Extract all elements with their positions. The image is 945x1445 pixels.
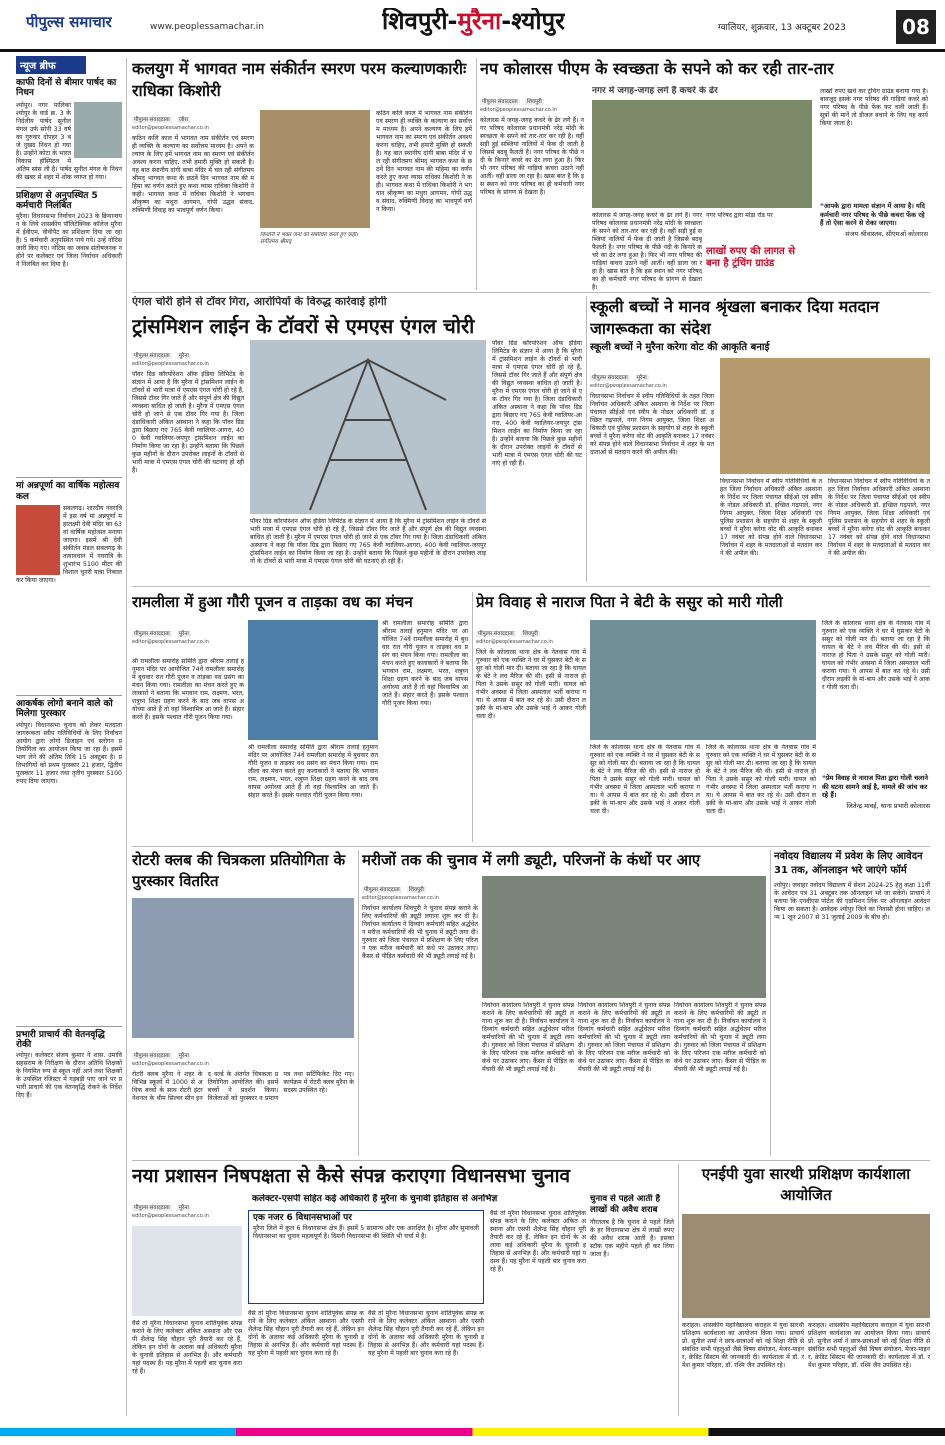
story-transmission bbox=[132, 296, 582, 582]
tower-photo bbox=[250, 340, 486, 514]
hospital-photo bbox=[590, 620, 816, 740]
s6-place: शिवपुरी bbox=[522, 631, 538, 637]
s8-headline: मरीजों तक की चुनाव में लगी ड्यूटी, परिजनों के कंधों पर आए bbox=[362, 851, 701, 869]
brief-label: न्यूज ब्रीफ bbox=[16, 56, 86, 74]
s2-body: कोलारस में जगह-जगह कचरे के ढेर लगे हैं। नगर परिषद कोलारस प्रधानमंत्री नरेंद्र मोदी के स्वच्छता के सपने को तार-तार कर रही है। वहीं सड़ी हुई सब्जियां नालियों में फेंक दी जाती है जिससे बदबू फैलती है। नगर परिषद के पीछे नदी के किनारे कचरे का ढेर लगा हुआ है। फिर भी नगर परिषद की गाड़ियां कचरा उठाने नहीं आतीं। वहीं डाला जा रहा है। खास बात है कि इस स्थान को नगर परिषद का ही कर्मचारी नगर परिषद के प्रांगण से देखता है। bbox=[480, 117, 584, 196]
story-rotary bbox=[132, 850, 354, 1156]
s6-quote-by: जितेन्द्र मावई, थाना प्रभारी कोलारस bbox=[846, 801, 930, 810]
quote-icon: ❝ bbox=[822, 774, 826, 782]
s4-body: विधानसभा निर्वाचन में स्वीप गतिविधियों के तहत जिला निर्वाचन अधिकारी अंकित अस्थाना के निर्देश पर जिला पंचायत सीईओ एवं स्वीप के नोडल अधिकारी डॉ. इच्छित गढ़पाले, नगर निगम आयुक्त, जिला शिक्षा अधिकारी एवं पुलिस प्रशासन के सहयोग से शहर के स्कूली बच्चों ने मुरैना करेगा वोट की आकृति बनाकर 17 नवंबर को संपन्न होने वाले विधानसभा निर्वाचन में शहर के मतदाताओं से मतदान करने की अपील की। bbox=[590, 393, 714, 456]
s2-subhead: नगर में जगह-जगह लगे हैं कचरे के ढेर bbox=[592, 86, 718, 96]
s4-email[interactable]: editor@peoplessamachar.co.in bbox=[590, 383, 667, 389]
brief-h5: प्रभारी प्राचार्य की वेतनवृद्धि रोकी bbox=[16, 1026, 122, 1051]
s8-email[interactable]: editor@peoplessamachar.co.in bbox=[362, 895, 439, 901]
s7-body: रोटरी क्लब मुरैना ने शहर के विभिन्न स्कूलों में 1000 से अधिक बच्चों के साथ रोटरी इंटरनेशनल के थीम सिल्वर सीन इन द वर्ल्ड के अंतर्गत चित्रकला प्रतियोगिता आयोजित की। इसमें बच्चों ने प्रदर्शन किया। विजेताओं को पुरस्कार व प्रमाण पत्र तथा सर्टिफिकेट दिए गए। कार्यक्रम में रोटरी क्लब मुरैना के सदस्य उपस्थित रहे। bbox=[132, 1071, 354, 1102]
patient-photo bbox=[482, 876, 766, 998]
s10-body: वैसे तो मुरैना विधानसभा चुनाव शांतिपूर्वक संपन्न कराने के लिए कलेक्टर अंकित अस्थाना और एसपी शैलेन्द्र सिंह चौहान पूरी तैयारी कर रहे हैं, लेकिन इन दोनों के अलावा कई अधिकारी मुरैना के चुनावी इतिहास से अनभिज्ञ हैं। और कर्मचारी यहां पदस्थ हैं। यह मुरैना में पहली बार चुनाव करा रहे हैं। bbox=[132, 1320, 242, 1375]
s10-side-body: गौरतलब है कि चुनाव से पहले जिले के हर विधानसभा क्षेत्र में लाखों रुपए की अवैध शराब आती है। इसका स्टॉक एक महीने पहले ही कर लिया जाता है। bbox=[590, 1219, 674, 1258]
s6-email[interactable]: editor@peoplessamachar.co.in bbox=[476, 639, 553, 645]
site-url[interactable]: www.peoplessamachar.in bbox=[150, 22, 264, 32]
s6-quote bbox=[822, 774, 930, 810]
masthead bbox=[0, 0, 945, 52]
s4-body-b: विधानसभा निर्वाचन में स्वीप गतिविधियों के तहत जिला निर्वाचन अधिकारी अंकित अस्थाना के निर्देश पर जिला पंचायत सीईओ एवं स्वीप के नोडल अधिकारी डॉ. इच्छित गढ़पाले, नगर निगम आयुक्त, जिला शिक्षा अधिकारी एवं पुलिस प्रशासन के सहयोग से शहर के स्कूली बच्चों ने मुरैना करेगा वोट की आकृति बनाकर 17 नवंबर को संपन्न होने वाले विधानसभा निर्वाचन में शहर के मतदाताओं से मतदान करने की अपील की। bbox=[720, 478, 822, 557]
s10-box-body: मुरैना जिले में कुल 6 विधानसभा क्षेत्र हैं। इसमें 5 सामान्य और एक आरक्षित है। मुरैना और सुमावली विधानसभा का चुनाव महत्वपूर्ण है। दिमनी विधानसभा की स्थिति भी चर्चा में है। bbox=[253, 1225, 479, 1241]
brief-h4: आकर्षक लोगो बनाने वाले को मिलेगा पुरस्कार bbox=[16, 695, 122, 720]
students-photo bbox=[720, 358, 930, 474]
s4-byline: पीपुल्स संवाददाता bbox=[592, 375, 628, 381]
s11-body: कराहल। शासकीय महाविद्यालय कराहल में युवा सारथी प्रशिक्षण कार्यशाला का आयोजन किया गया। प्राचार्य प्रो. सुनील शर्मा ने छात्र-छात्राओं को नई शिक्षा नीति से संबंधित सभी पहलुओं जैसे विषय संयोजन, मेजर-माइनर, क्रेडिट सिस्टम की जानकारी दी। कार्यशाला में डॉ. रमेश कुमार परिहार, डॉ. रश्मि जैन उपस्थित रहे। bbox=[682, 1322, 804, 1369]
evm-photo bbox=[132, 1226, 242, 1316]
s10-subhead: कलेक्टर-एसपी सहित कई अधिकारी हैं मुरैना के चुनावी इतिहास से अनभिज्ञ bbox=[252, 1194, 498, 1204]
s1-place: जौरा bbox=[178, 117, 188, 123]
title-part-1: शिवपुरी- bbox=[382, 8, 458, 35]
s4-headline: स्कूली बच्चों ने मानव श्रृंखला बनाकर दिया मतदान जागरूकता का संदेश bbox=[590, 297, 880, 338]
s10-fact-box bbox=[248, 1210, 484, 1304]
s3-body-b: पॉवर ग्रिड कॉरपोरेशन ऑफ इंडिया लिमिटेड के संज्ञान में आया है कि मुरैना में ट्रांसमिशन लाईन के टॉवरों से भारी मात्रा में एमएस एंगल चोरी हो रहे हैं, जिससे टॉवर गिर जाते हैं और संपूर्ण क्षेत्र की विद्युत व्यवस्था बाधित हो जाती है। मुरैना में एमएस एंगल चोरी हो जाने से एक टॉवर गिर गया है। जिला दंडाधिकारी अंकित अस्थाना ने कहा कि पॉवर ग्रिड द्वारा बिछाए गए 765 केवी ग्वालियर-आगरा, 400 केवी ग्वालियर-जयपुर ट्रांसमिशन लाईन का निर्माण किया जा रहा है। उन्होंने बताया कि पिछले कुछ महीनों के दौरान उपरोक्त लाइनों के टॉवरों से भारी मात्रा में एमएस एंगल चोरी की घटनाएं हो रही हैं। bbox=[250, 518, 486, 565]
s3-email[interactable]: editor@peoplessamachar.co.in bbox=[132, 361, 209, 367]
councillor-photo bbox=[74, 102, 122, 158]
s2-place: शिवपुरी bbox=[526, 99, 542, 105]
s2-headline: नप कोलारस पीएम के स्वच्छता के सपने को कर रही तार-तार bbox=[480, 59, 834, 78]
s9-headline: नवोदय विद्यालय में प्रवेश के लिए आवेदन 31 तक, ऑनलाइन भरे जाएंगे फॉर्म bbox=[774, 851, 923, 876]
s8-body: निर्वाचन कार्यालय शिवपुरी ने चुनाव संपन्न कराने के लिए कर्मचारियों की ड्यूटी लगाना शुरू कर दी है। निर्वाचन कार्यालय ने दिव्यांग कर्मचारी सहित अर्द्धचेतन मरीज कर्मचारियों की भी चुनाव में ड्यूटी लगा दी। गुरुवार को जिला पंचायत में प्रशिक्षण के लिए परिजन एक मरीज कर्मचारी को कंधे पर उठाकर लाए। कैंसर से पीड़ित कर्मचारी की भी ड्यूटी लगाई गई है। bbox=[362, 905, 478, 960]
s7-email[interactable]: editor@peoplessamachar.co.in bbox=[132, 1061, 209, 1067]
tower-icon bbox=[250, 340, 486, 514]
brief-b3: सबलगढ़। शारदीय नवरात्रि में इस वर्ष मां अन्नपूर्णा महालक्ष्मी देवी मंदिर का 63वां वार्षिक महोत्सव मनाया जाएगा। इसमें श्री देवी संकीर्तन मंडल सबलगढ़ के तत्वावधान में नवरात्रि के शुभारंभ 5100 मीटर की विशाल चुनरी यात्रा निकालकर किया जाएगा। bbox=[16, 505, 122, 585]
kathavachak-photo bbox=[260, 110, 370, 228]
ramlila-photo bbox=[248, 620, 378, 740]
s11-body-b: कराहल। शासकीय महाविद्यालय कराहल में युवा सारथी प्रशिक्षण कार्यशाला का आयोजन किया गया। प्राचार्य प्रो. सुनील शर्मा ने छात्र-छात्राओं को नई शिक्षा नीति से संबंधित सभी पहलुओं जैसे विषय संयोजन, मेजर-माइनर, क्रेडिट सिस्टम की जानकारी दी। कार्यशाला में डॉ. रमेश कुमार परिहार, डॉ. रश्मि जैन उपस्थित रहे। bbox=[808, 1322, 930, 1369]
story-nep bbox=[682, 1164, 930, 1416]
s2-quote bbox=[820, 202, 928, 238]
s10-body-b: वैसे तो मुरैना विधानसभा चुनाव शांतिपूर्वक संपन्न कराने के लिए कलेक्टर अंकित अस्थाना और एसपी शैलेन्द्र सिंह चौहान पूरी तैयारी कर रहे हैं, लेकिन इन दोनों के अलावा कई अधिकारी मुरैना के चुनावी इतिहास से अनभिज्ञ हैं। और कर्मचारी यहां पदस्थ हैं। यह मुरैना में पहली बार चुनाव करा रहे हैं। bbox=[248, 1310, 364, 1357]
s10-box-title: एक नजर 6 विधानसभाओं पर bbox=[253, 1213, 352, 1223]
s6-body-d: जिले के कोलारस थाना क्षेत्र के नेतवास गांव में गुरुवार को एक व्यक्ति ने घर में घुसकर बेटी के ससुर को गोली मार दी। बताया जा रहा है कि घायल के बेटे ने लव मैरिज की थी। इसी से नाराज हो पिता ने उसके ससुर को गोली मारी। घायल को गंभीर अवस्था में जिला अस्पताल भर्ती कराया गया। ये आपस में बात कर रहे थे। उसी दौरान लड़की के मां-बाप और उसके भाई ने आकर गोली चला दी। bbox=[822, 620, 930, 691]
s3-body: पॉवर ग्रिड कॉरपोरेशन ऑफ इंडिया लिमिटेड के संज्ञान में आया है कि मुरैना में ट्रांसमिशन लाईन के टॉवरों से भारी मात्रा में एमएस एंगल चोरी हो रहे हैं, जिससे टॉवर गिर जाते हैं और संपूर्ण क्षेत्र की विद्युत व्यवस्था बाधित हो जाती है। मुरैना में एमएस एंगल चोरी हो जाने से एक टॉवर गिर गया है। जिला दंडाधिकारी अंकित अस्थाना ने कहा कि पॉवर ग्रिड द्वारा बिछाए गए 765 केवी ग्वालियर-आगरा, 400 केवी ग्वालियर-जयपुर ट्रांसमिशन लाईन का निर्माण किया जा रहा है। उन्होंने बताया कि पिछले कुछ महीनों के दौरान उपरोक्त लाइनों के टॉवरों से भारी मात्रा में एमएस एंगल चोरी की घटनाएं हो रही हैं। bbox=[132, 371, 244, 474]
section-title bbox=[382, 8, 565, 36]
s2-quote-by: संजय श्रीवास्तव, सीएमओ कोलारस bbox=[845, 229, 928, 238]
story-navodaya bbox=[774, 850, 930, 1156]
story-human-chain bbox=[590, 296, 930, 582]
s6-body-c: जिले के कोलारस थाना क्षेत्र के नेतवास गांव में गुरुवार को एक व्यक्ति ने घर में घुसकर बेटी के ससुर को गोली मार दी। बताया जा रहा है कि घायल के बेटे ने लव मैरिज की थी। इसी से नाराज हो पिता ने उसके ससुर को गोली मारी। घायल को गंभीर अवस्था में जिला अस्पताल भर्ती कराया गया। ये आपस में बात कर रहे थे। उसी दौरान लड़की के मां-बाप और उसके भाई ने आकर गोली चला दी। bbox=[706, 744, 816, 815]
s8-body-d: निर्वाचन कार्यालय शिवपुरी ने चुनाव संपन्न कराने के लिए कर्मचारियों की ड्यूटी लगाना शुरू कर दी है। निर्वाचन कार्यालय ने दिव्यांग कर्मचारी सहित अर्द्धचेतन मरीज कर्मचारियों की भी चुनाव में ड्यूटी लगा दी। गुरुवार को जिला पंचायत में प्रशिक्षण के लिए परिजन एक मरीज कर्मचारी को कंधे पर उठाकर लाए। कैंसर से पीड़ित कर्मचारी की भी ड्यूटी लगाई गई है। bbox=[674, 1002, 766, 1073]
s10-sidebar bbox=[590, 1194, 674, 1414]
s8-byline: पीपुल्स संवाददाता bbox=[364, 887, 400, 893]
brief-b5: श्योपुर। कलेक्टर संजय कुमार ने शास. उमावि सहसराम के निरीक्षण के दौरान अतिथि शिक्षकों के नियमित रूप से स्कूल नहीं आने तथा शिक्षकों के उपस्थित रजिस्टर में गड़बड़ी पाए जाने पर प्रभारी प्राचार्य की एक वेतनवृद्धि रोकने के निर्देश दिए हैं। bbox=[16, 1052, 122, 1100]
story-kolaras bbox=[480, 58, 930, 298]
s2-subhead-2: लाखों रुपए की लागत से बना है ट्रंचिंग ग्राउंड bbox=[706, 246, 795, 269]
story-patient-duty bbox=[362, 850, 766, 1156]
dateline: ग्वालियर, शुक्रवार, 13 अक्टूबर 2023 bbox=[718, 23, 846, 33]
s5-byline: पीपुल्स संवाददाता bbox=[134, 631, 170, 637]
s1-byline: पीपुल्स संवाददाता bbox=[134, 117, 170, 123]
s6-body: जिले के कोलारस थाना क्षेत्र के नेतवास गांव में गुरुवार को एक व्यक्ति ने घर में घुसकर बेटी के ससुर को गोली मार दी। बताया जा रहा है कि घायल के बेटे ने लव मैरिज की थी। इसी से नाराज हो पिता ने उसके ससुर को गोली मारी। घायल को गंभीर अवस्था में जिला अस्पताल भर्ती कराया गया। ये आपस में बात कर रहे थे। उसी दौरान लड़की के मां-बाप और उसके भाई ने आकर गोली चला दी। bbox=[476, 649, 586, 720]
s3-place: मुरैना bbox=[178, 353, 189, 359]
page-number: 08 bbox=[896, 10, 936, 44]
s3-byline: पीपुल्स संवाददाता bbox=[134, 353, 170, 359]
news-brief-column bbox=[16, 56, 122, 1416]
s1-email[interactable]: editor@peoplessamachar.co.in bbox=[132, 125, 209, 131]
s10-email[interactable]: editor@peoplessamachar.co.in bbox=[132, 1213, 209, 1219]
s2-body-2: लाखों रुपए खर्च कर ट्रंचिंग ग्राउंड बनाया गया है। बावजूद इसके नगर परिषद की गाड़ियां कचरे को नगर परिषद के पीछे फेंक कर चली जाती हैं। सूत्रों की मानें तो डीजल बचाने के लिए यह कार्य किया जाता है। bbox=[820, 88, 928, 127]
s5-headline: रामलीला में हुआ गौरी पूजन व ताड़का वध का मंचन bbox=[132, 593, 413, 611]
s10-headline: नया प्रशासन निषपक्षता से कैसे संपन्न कराएगा विधानसभा चुनाव bbox=[132, 1165, 571, 1187]
s5-email[interactable]: editor@peoplessamachar.co.in bbox=[132, 639, 209, 645]
title-part-3: -श्योपुर bbox=[501, 8, 565, 35]
story-ramlila bbox=[132, 592, 468, 842]
brief-h1: काफी दिनों से बीमार पार्षद का निधन bbox=[16, 78, 117, 99]
s1-body: कठिन कलि काल में भागवत नाम संकीर्तन एवं स्मरण ही व्यक्ति के कल्याण का सर्वोत्तम माध्यम है। अपने कल्याण के लिए हमें भागवत नाम का स्मरण एवं संकीर्तन अवश्य करना चाहिए, तभी हमारी मुक्ति हो सकती है। यह बात स्थानीय दांगी बाबा मंदिर में चल रही संगीतमय श्रीमद् भागवत कथा के छठवें दिन भागवत नाम की महिमा का वर्णन करते हुए कथा व्यास राधिका किशोरी ने कही। भागवत कथा में राधिका किशोरी ने भगवान श्रीकृष्ण का मथुरा आगमन, गोपी उद्धव संवाद, रुक्मिणी विवाह का भावपूर्ण वर्णन किया। bbox=[132, 135, 254, 214]
s1-caption: किशोरी ने भक्त जनों को संबोधित करते हुए कही। संगीतमय श्रीमद् bbox=[260, 232, 359, 245]
s4-place: मुरैना bbox=[636, 375, 647, 381]
s10-body-d: वैसे तो मुरैना विधानसभा चुनाव शांतिपूर्वक संपन्न कराने के लिए कलेक्टर अंकित अस्थाना और एसपी शैलेन्द्र सिंह चौहान पूरी तैयारी कर रहे हैं, लेकिन इन दोनों के अलावा कई अधिकारी मुरैना के चुनावी इतिहास से अनभिज्ञ हैं। और कर्मचारी यहां पदस्थ हैं। यह मुरैना में पहली बार चुनाव करा रहे हैं। bbox=[490, 1210, 586, 1273]
s8-place: शिवपुरी bbox=[408, 887, 424, 893]
s3-headline: ट्रांसमिशन लाईन के टॉवरों से एमएस एंगल चोरी bbox=[132, 313, 475, 338]
goddess-photo bbox=[16, 505, 60, 575]
s7-headline: रोटरी क्लब की चित्रकला प्रतियोगिता के पुरस्कार वितरित bbox=[132, 851, 346, 890]
brief-b4: श्योपुर। विधानसभा चुनाव को लेकर मतदाता जागरूकता स्वीप गतिविधियों के लिए निर्वाचन आयोग द्वारा लोगो डिजाइन एवं स्लोगन प्रतियोगिता का आयोजन किया जा रहा है। इसमें भाग लेने की अंतिम तिथि 15 अक्टूबर है। प्रतिभागियों को प्रथम पुरस्कार 21 हजार, द्वितीय पुरस्कार 11 हजार तथा तृतीय पुरस्कार 5100 रुपए दिया जाएगा। bbox=[16, 721, 122, 785]
s2-email[interactable]: editor@peoplessamachar.co.in bbox=[480, 107, 557, 113]
s2-byline: पीपुल्स संवाददाता bbox=[482, 99, 518, 105]
s11-headline: एनईपी युवा सारथी प्रशिक्षण कार्यशाला आयोजित bbox=[701, 1165, 911, 1204]
quote-icon: ❝ bbox=[820, 202, 824, 210]
s5-place: मुरैना bbox=[178, 631, 189, 637]
logo: पीपुल्स समाचार bbox=[26, 14, 112, 31]
s1-body-col3: कठिन कलि काल में भागवत नाम संकीर्तन एवं स्मरण ही व्यक्ति के कल्याण का सर्वोत्तम माध्यम है। अपने कल्याण के लिए हमें भागवत नाम का स्मरण एवं संकीर्तन अवश्य करना चाहिए, तभी हमारी मुक्ति हो सकती है। यह बात स्थानीय दांगी बाबा मंदिर में चल रही संगीतमय श्रीमद् भागवत कथा के छठवें दिन भागवत नाम की महिमा का वर्णन करते हुए कथा व्यास राधिका किशोरी ने कही। भागवत कथा में राधिका किशोरी ने भगवान श्रीकृष्ण का मथुरा आगमन, गोपी उद्धव संवाद, रुक्मिणी विवाह का भावपूर्ण वर्णन किया। bbox=[376, 110, 472, 213]
rotary-photo bbox=[132, 898, 354, 1038]
s6-headline: प्रेम विवाह से नाराज पिता ने बेटी के ससुर को मारी गोली bbox=[476, 593, 783, 611]
s6-quote-text: प्रेम विवाह से नाराज पिता द्वारा गोली चलाने की घटना सामने आई है, मामले की जांच कर रहे हैं। bbox=[822, 774, 928, 799]
workshop-photo bbox=[682, 1214, 930, 1318]
s3-kicker: एंगल चोरी होने से टॉवर गिरा, आरोपियों के विरुद्ध कार्रवाई होगी bbox=[132, 296, 387, 308]
s10-byline: पीपुल्स संवाददाता bbox=[134, 1205, 170, 1211]
s8-body-b: निर्वाचन कार्यालय शिवपुरी ने चुनाव संपन्न कराने के लिए कर्मचारियों की ड्यूटी लगाना शुरू कर दी है। निर्वाचन कार्यालय ने दिव्यांग कर्मचारी सहित अर्द्धचेतन मरीज कर्मचारियों की भी चुनाव में ड्यूटी लगा दी। गुरुवार को जिला पंचायत में प्रशिक्षण के लिए परिजन एक मरीज कर्मचारी को कंधे पर उठाकर लाए। कैंसर से पीड़ित कर्मचारी की भी ड्यूटी लगाई गई है। bbox=[482, 1002, 574, 1073]
brief-b2: मुरैना। विधानसभा निर्वाचन 2023 के क्रियान्वयन के लिये शासकीय पॉलिटेक्निक कॉलेज मुरैना में ईवीएम, वीवीपैट का प्रशिक्षण दिया जा रहा है। 5 कर्मचारी अनुपस्थित पाये गये। उन्हें नोटिस जारी किए गए। नोटिस का जवाब संतोषजनक न होने पर कलेक्टर एवं जिला निर्वाचन अधिकारी ने निलंबित कर दिया है। bbox=[16, 213, 122, 269]
s9-body: श्योपुर। जवाहर नवोदय विद्यालय में सेशन 2024-25 हेतु कक्षा 11वीं के आवेदन पत्र 31 अक्टूबर तक ऑनलाइन भरे जा सकेंगे। प्राचार्य ने बताया कि एनवीएस पोर्टल की एडमिशन लिंक पर ऑनलाइन आवेदन किया जा सकता है। आवेदक श्योपुर जिले का निवासी होना चाहिए। जन्म 1 जून 2007 से 31 जुलाई 2009 के बीच हो। bbox=[774, 882, 930, 921]
brief-h3: मां अन्नपूर्णा का वार्षिक महोत्सव कल bbox=[16, 477, 122, 502]
garbage-photo bbox=[592, 100, 812, 208]
title-part-2: मुरैना bbox=[457, 8, 502, 35]
color-registration-bar bbox=[0, 1428, 945, 1436]
s3-body-c: पॉवर ग्रिड कॉरपोरेशन ऑफ इंडिया लिमिटेड के संज्ञान में आया है कि मुरैना में ट्रांसमिशन लाईन के टॉवरों से भारी मात्रा में एमएस एंगल चोरी हो रहे हैं, जिससे टॉवर गिर जाते हैं और संपूर्ण क्षेत्र की विद्युत व्यवस्था बाधित हो जाती है। मुरैना में एमएस एंगल चोरी हो जाने से एक टॉवर गिर गया है। जिला दंडाधिकारी अंकित अस्थाना ने कहा कि पॉवर ग्रिड द्वारा बिछाए गए 765 केवी ग्वालियर-आगरा, 400 केवी ग्वालियर-जयपुर ट्रांसमिशन लाईन का निर्माण किया जा रहा है। उन्होंने बताया कि पिछले कुछ महीनों के दौरान उपरोक्त लाइनों के टॉवरों से भारी मात्रा में एमएस एंगल चोरी की घटनाएं हो रही हैं। bbox=[492, 340, 582, 467]
s6-body-b: जिले के कोलारस थाना क्षेत्र के नेतवास गांव में गुरुवार को एक व्यक्ति ने घर में घुसकर बेटी के ससुर को गोली मार दी। बताया जा रहा है कि घायल के बेटे ने लव मैरिज की थी। इसी से नाराज हो पिता ने उसके ससुर को गोली मारी। घायल को गंभीर अवस्था में जिला अस्पताल भर्ती कराया गया। ये आपस में बात कर रहे थे। उसी दौरान लड़की के मां-बाप और उसके भाई ने आकर गोली चला दी। bbox=[590, 744, 700, 815]
s5-body-c: श्री रामलीला समारोह समिति द्वारा श्रीराम तलाई हनुमान मंदिर पर आयोजित 74वें रामलीला समारोह में बुधवार रात गौरी पूजन व ताड़का वध प्रसंग का मंचन किया गया। रामलीला का मंचन करते हुए कलाकारों ने बताया कि भगवान राम, लक्ष्मण, भरत, शत्रुघ्न शिक्षा ग्रहण करने के बाद जब वापस अयोध्या आते हैं तो वहां विश्वामित्र आ जाते हैं। संहार करते हैं। इसके पश्चात गौरी पूजन किया गया। bbox=[382, 620, 468, 707]
s2-body-b: कोलारस में जगह-जगह कचरे के ढेर लगे हैं। नगर परिषद कोलारस प्रधानमंत्री नरेंद्र मोदी के स्वच्छता के सपने को तार-तार कर रही है। वहीं सड़ी हुई सब्जियां नालियों में फेंक दी जाती है जिससे बदबू फैलती है। नगर परिषद के पीछे नदी के किनारे कचरे का ढेर लगा हुआ है। फिर भी नगर परिषद की गाड़ियां कचरा उठाने नहीं आतीं। वहीं डाला जा रहा है। खास बात है कि इस स्थान को नगर परिषद का ही कर्मचारी नगर परिषद के प्रांगण से देखता है। bbox=[592, 212, 702, 291]
s1-headline: कलयुग में भागवत नाम संकीर्तन स्मरण परम कल्याणकारीः राधिका किशोरी bbox=[132, 59, 467, 100]
s8-body-c: निर्वाचन कार्यालय शिवपुरी ने चुनाव संपन्न कराने के लिए कर्मचारियों की ड्यूटी लगाना शुरू कर दी है। निर्वाचन कार्यालय ने दिव्यांग कर्मचारी सहित अर्द्धचेतन मरीज कर्मचारियों की भी चुनाव में ड्यूटी लगा दी। गुरुवार को जिला पंचायत में प्रशिक्षण के लिए परिजन एक मरीज कर्मचारी को कंधे पर उठाकर लाए। कैंसर से पीड़ित कर्मचारी की भी ड्यूटी लगाई गई है। bbox=[578, 1002, 670, 1073]
s5-body-b: श्री रामलीला समारोह समिति द्वारा श्रीराम तलाई हनुमान मंदिर पर आयोजित 74वें रामलीला समारोह में बुधवार रात गौरी पूजन व ताड़का वध प्रसंग का मंचन किया गया। रामलीला का मंचन करते हुए कलाकारों ने बताया कि भगवान राम, लक्ष्मण, भरत, शत्रुघ्न शिक्षा ग्रहण करने के बाद जब वापस अयोध्या आते हैं तो वहां विश्वामित्र आ जाते हैं। संहार करते हैं। इसके पश्चात गौरी पूजन किया गया। bbox=[248, 744, 378, 799]
s10-body-c: वैसे तो मुरैना विधानसभा चुनाव शांतिपूर्वक संपन्न कराने के लिए कलेक्टर अंकित अस्थाना और एसपी शैलेन्द्र सिंह चौहान पूरी तैयारी कर रहे हैं, लेकिन इन दोनों के अलावा कई अधिकारी मुरैना के चुनावी इतिहास से अनभिज्ञ हैं। और कर्मचारी यहां पदस्थ हैं। यह मुरैना में पहली बार चुनाव करा रहे हैं। bbox=[368, 1310, 484, 1357]
s2-caption: नगर परिषद द्वारा मोड़ा रोड पर bbox=[706, 212, 773, 219]
s4-body-c: विधानसभा निर्वाचन में स्वीप गतिविधियों के तहत जिला निर्वाचन अधिकारी अंकित अस्थाना के निर्देश पर जिला पंचायत सीईओ एवं स्वीप के नोडल अधिकारी डॉ. इच्छित गढ़पाले, नगर निगम आयुक्त, जिला शिक्षा अधिकारी एवं पुलिस प्रशासन के सहयोग से शहर के स्कूली बच्चों ने मुरैना करेगा वोट की आकृति बनाकर 17 नवंबर को संपन्न होने वाले विधानसभा निर्वाचन में शहर के मतदाताओं से मतदान करने की अपील की। bbox=[828, 478, 930, 557]
s7-place: मुरैना bbox=[178, 1053, 189, 1059]
story-bhagwat bbox=[132, 58, 472, 290]
s10-side-head: चुनाव से पहले आती है लाखों की अवैध शराब bbox=[590, 1194, 660, 1215]
story-election bbox=[132, 1164, 674, 1416]
s2-quote-text: आपके द्वारा मामला संज्ञान में आया है। यदि कर्मचारी नगर परिषद के पीछे कचरा फेंक रहे हैं तो ऐसा करने से रोका जाएगा। bbox=[820, 202, 925, 227]
brief-h2: प्रशिक्षण से अनुपस्थित 5 कर्मचारी निलंबित bbox=[16, 187, 122, 212]
story-love-marriage bbox=[476, 592, 930, 842]
s7-byline: पीपुल्स संवाददाता bbox=[134, 1053, 170, 1059]
s6-byline: पीपुल्स संवाददाता bbox=[478, 631, 514, 637]
s4-subhead: स्कूली बच्चों ने मुरैना करेगा वोट की आकृति बनाई bbox=[590, 342, 770, 353]
s10-place: मुरैना bbox=[178, 1205, 189, 1211]
s5-body: श्री रामलीला समारोह समिति द्वारा श्रीराम तलाई हनुमान मंदिर पर आयोजित 74वें रामलीला समारोह में बुधवार रात गौरी पूजन व ताड़का वध प्रसंग का मंचन किया गया। रामलीला का मंचन करते हुए कलाकारों ने बताया कि भगवान राम, लक्ष्मण, भरत, शत्रुघ्न शिक्षा ग्रहण करने के बाद जब वापस अयोध्या आते हैं तो वहां विश्वामित्र आ जाते हैं। संहार करते हैं। इसके पश्चात गौरी पूजन किया गया। bbox=[132, 658, 244, 721]
brief-b1: श्योपुर। नगर पालिका श्योपुर के वार्ड क्र. 3 के निर्दलीय पार्षद सुनील मंगल उर्फ सोनी 33 वर्ष का गुरुवार दोपहर 3 बजे दुखद निधन हो गया है। उन्होंने कोटा के भारत विकास हॉस्पिटल में अंतिम सांस ली है। पार्षद सुनील मंगल के निधन की खबर से शहर में शोक व्याप्त हो गया। bbox=[16, 101, 122, 181]
